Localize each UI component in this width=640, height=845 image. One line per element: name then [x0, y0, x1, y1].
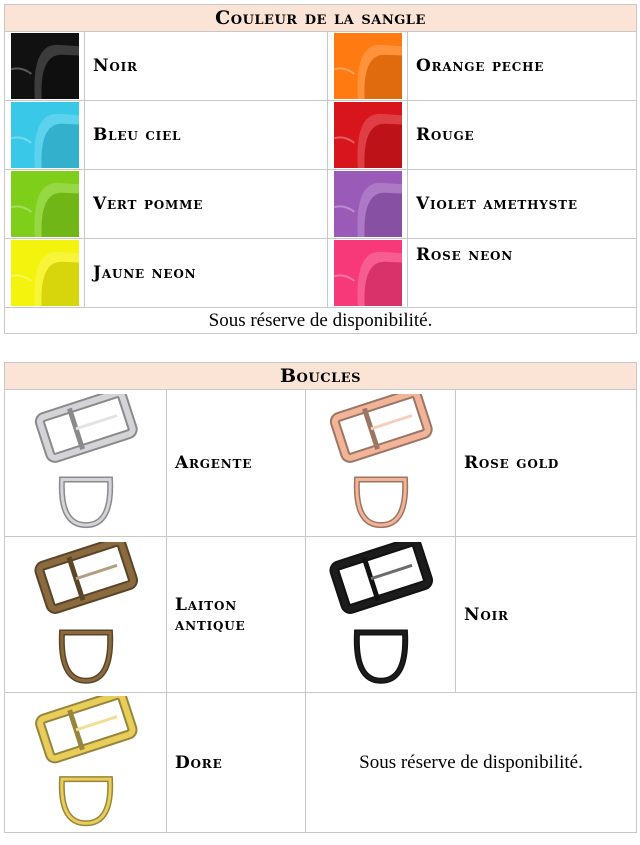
buckle-image-noir [306, 537, 456, 693]
buckle-finish-label: Argente [167, 390, 306, 537]
strap-color-label: Noir [85, 32, 328, 101]
buckle-image [321, 394, 441, 532]
buckle-finish-label: Rose gold [456, 390, 637, 537]
strap-color-label: Rose neon [408, 239, 637, 308]
strap-swatch-noir [5, 32, 85, 101]
buckle-finish-label: Laiton antique [167, 537, 306, 693]
strap-swatch-rose [328, 239, 408, 308]
strap-swatch-image [11, 171, 79, 237]
strap-swatch-image [11, 102, 79, 168]
strap-color-label: Rouge [408, 101, 637, 170]
buckle-table [4, 362, 637, 833]
strap-color-label: Violet amethyste [408, 170, 637, 239]
strap-swatch-orange [328, 32, 408, 101]
buckle-finish-label: Dore [167, 693, 306, 833]
strap-color-label: Vert pomme [85, 170, 328, 239]
strap-swatch-image [11, 33, 79, 99]
strap-availability-note: Sous réserve de disponibilité. [5, 308, 637, 334]
strap-swatch-violet [328, 170, 408, 239]
strap-swatch-image [334, 102, 402, 168]
strap-section-title: Couleur de la sangle [5, 5, 637, 32]
buckle-finish-label: Noir [456, 537, 637, 693]
buckle-availability-note: Sous réserve de disponibilité. [306, 693, 637, 833]
strap-swatch-image [334, 171, 402, 237]
buckle-image [26, 696, 146, 830]
buckle-image-argente [5, 390, 167, 537]
strap-swatch-rouge [328, 101, 408, 170]
strap-color-label: Orange peche [408, 32, 637, 101]
strap-swatch-vert [5, 170, 85, 239]
strap-color-label: Bleu ciel [85, 101, 328, 170]
buckle-image [26, 394, 146, 532]
strap-swatch-image [11, 240, 79, 306]
buckle-image-laiton [5, 537, 167, 693]
strap-swatch-jaune [5, 239, 85, 308]
strap-swatch-bleu [5, 101, 85, 170]
buckle-image-dore [5, 693, 167, 833]
buckle-image-rose-gold [306, 390, 456, 537]
buckle-image [26, 542, 146, 688]
strap-color-label: Jaune neon [85, 239, 328, 308]
strap-swatch-image [334, 33, 402, 99]
strap-swatch-image [334, 240, 402, 306]
strap-color-table [4, 4, 637, 334]
buckle-image [321, 542, 441, 688]
buckle-section-title: Boucles [5, 363, 637, 390]
